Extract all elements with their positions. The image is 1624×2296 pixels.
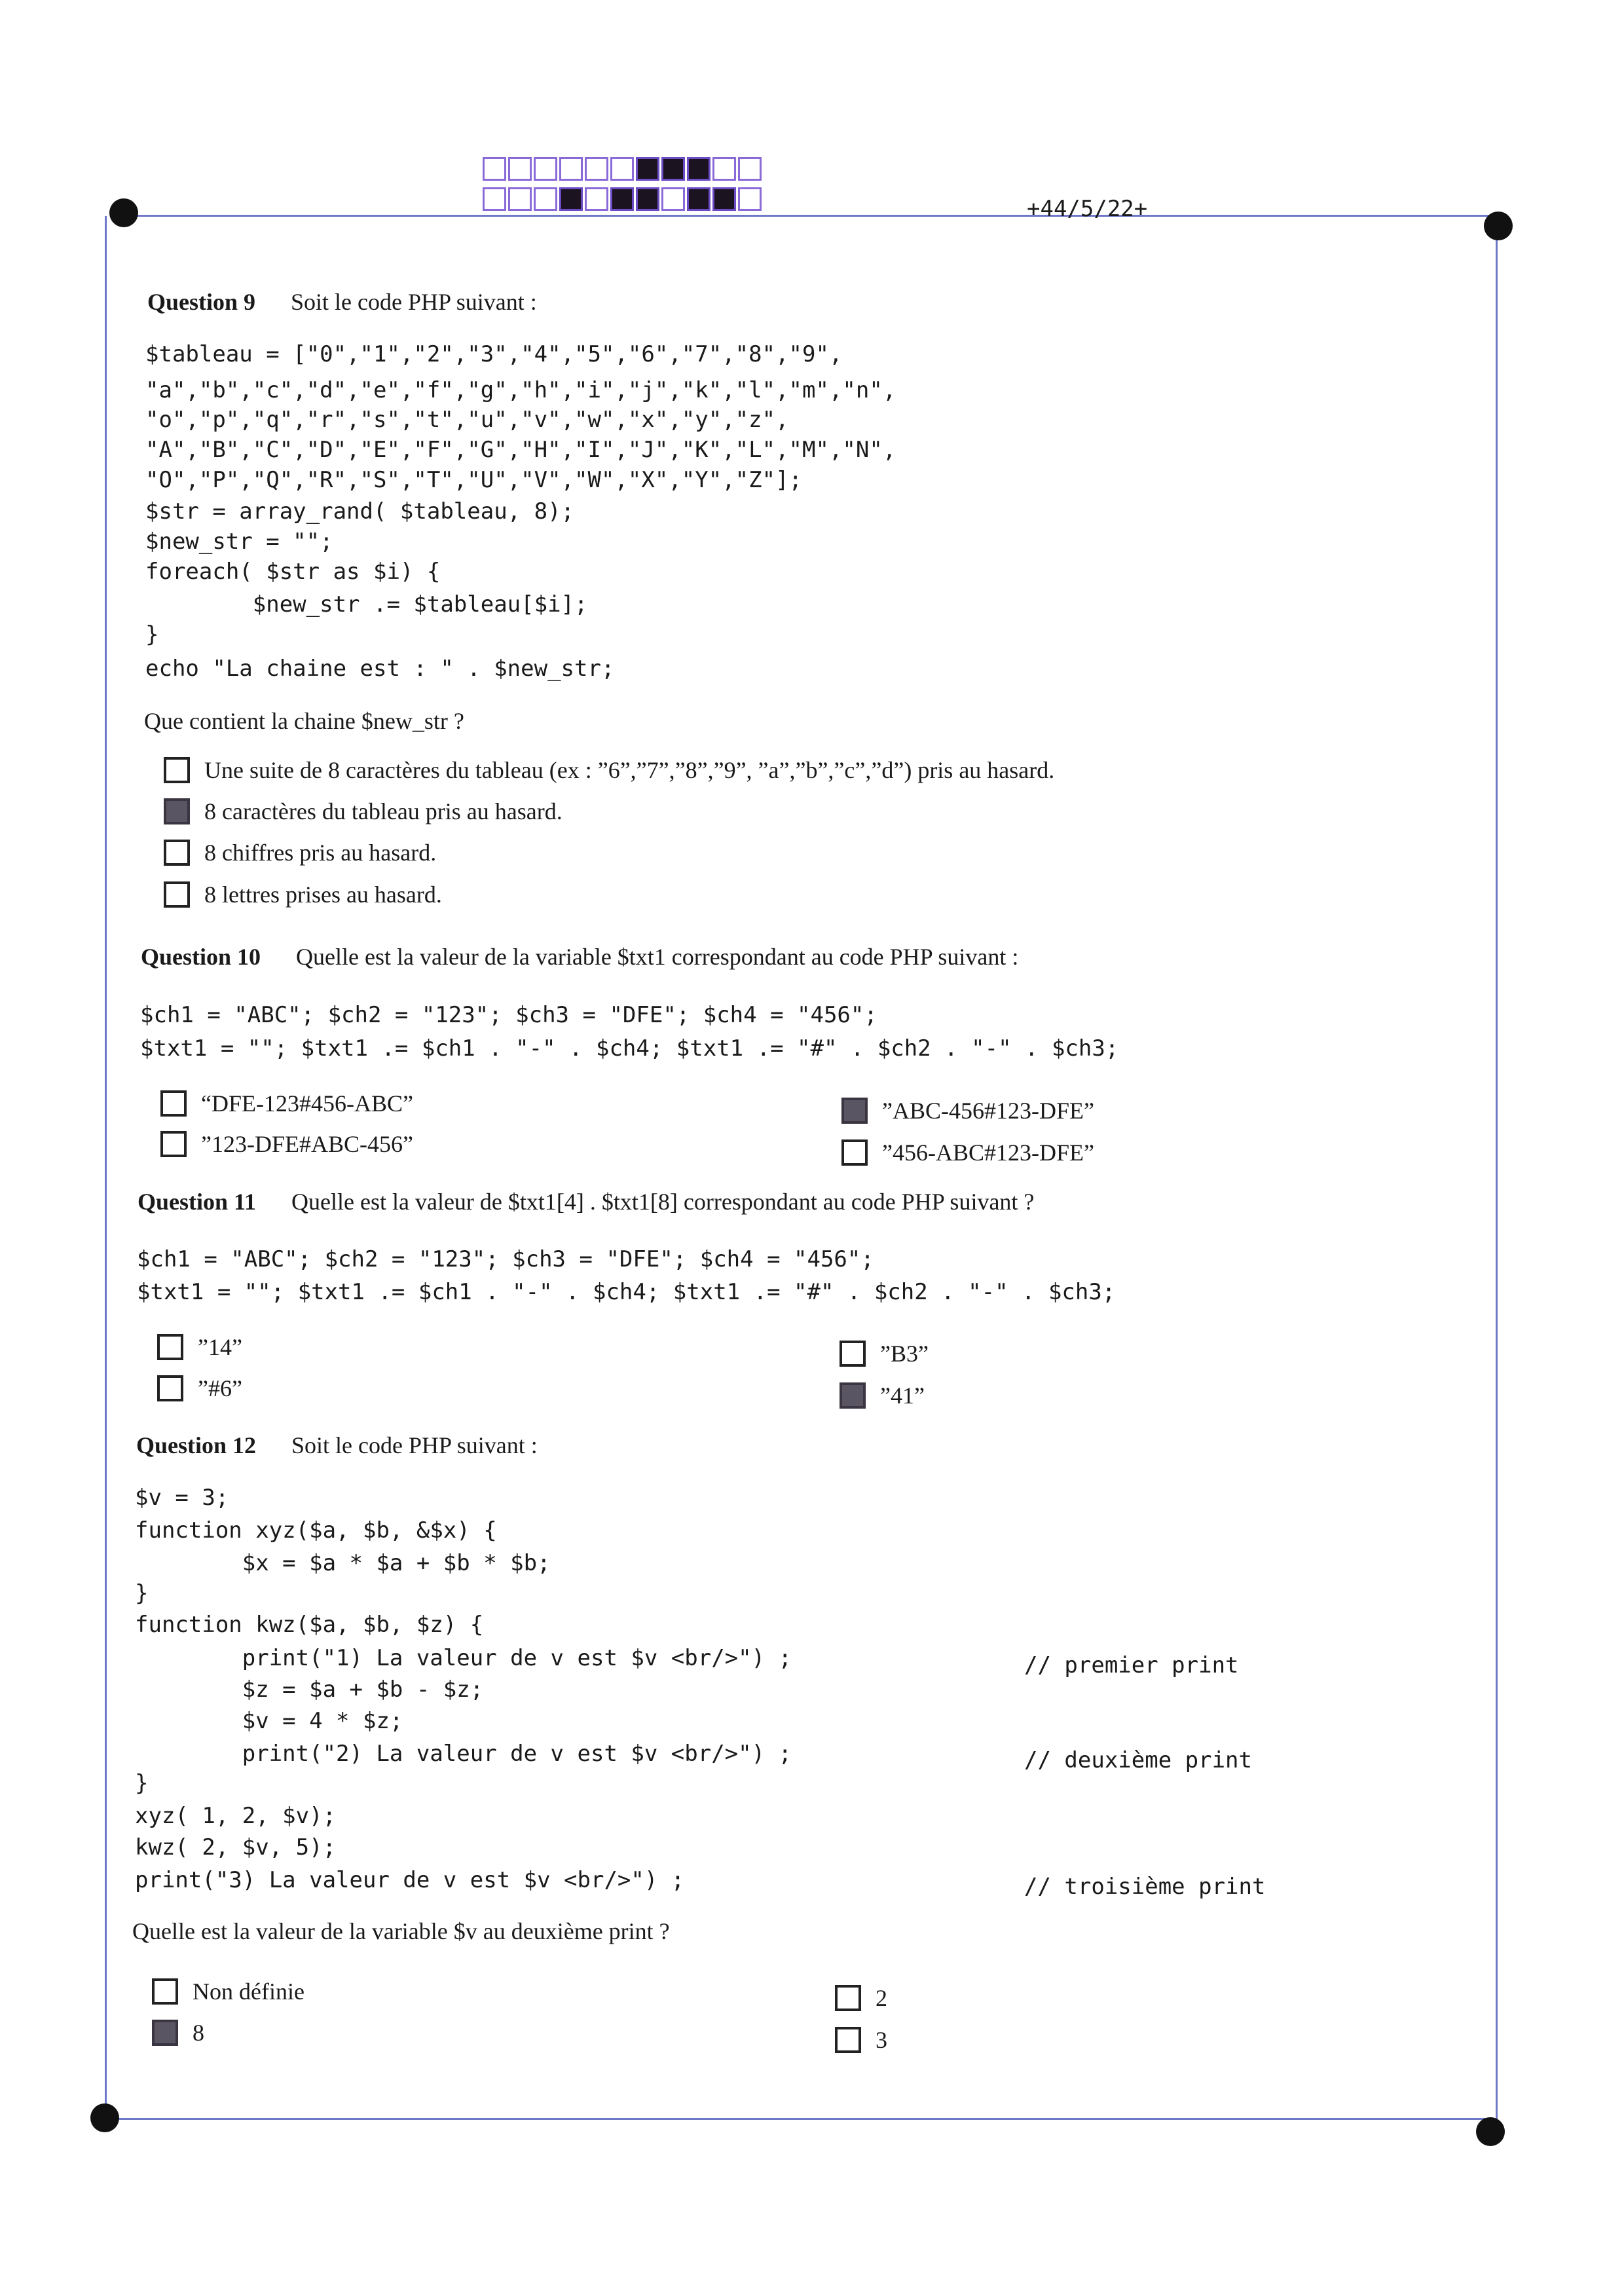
id-mark-filled [636, 157, 659, 181]
code-comment-second: // deuxième print [1024, 1747, 1252, 1773]
q11-option-1[interactable] [157, 1333, 242, 1361]
code-line: $txt1 = ""; $txt1 .= $ch1 . "-" . $ch4; $txt1 .= "#" . $ch2 . "-" . $ch3; [137, 1279, 1116, 1305]
q12-option-2-label: 8 [193, 2020, 204, 2046]
question-9-title [147, 288, 537, 316]
id-mark-filled [687, 157, 710, 181]
code-line: $tableau = ["0","1","2","3","4","5","6","7","8","9", [145, 341, 843, 367]
q9-option-1-label: Une suite de 8 caractères du tableau (ex : ”6”,”7”,”8”,”9”, ”a”,”b”,”c”,”d”) pris au hasard. [204, 757, 1055, 783]
code-line: $new_str = ""; [145, 528, 333, 555]
q11-option-3-checkbox[interactable] [840, 1341, 866, 1367]
id-mark-empty [534, 187, 557, 211]
question-9-label: Question 9 [147, 289, 256, 315]
code-line: xyz( 1, 2, $v); [135, 1803, 337, 1829]
q12-option-4-checkbox[interactable] [835, 2027, 861, 2053]
q11-option-3[interactable] [840, 1340, 929, 1367]
question-12-title [136, 1432, 538, 1459]
q11-option-4-checkbox[interactable] [840, 1382, 866, 1409]
q9-option-2-checkbox[interactable] [164, 798, 190, 824]
q12-option-1[interactable] [152, 1978, 304, 2005]
q9-option-1-checkbox[interactable] [164, 757, 190, 783]
q10-option-2[interactable] [160, 1130, 413, 1158]
q10-option-3-label: ”ABC-456#123-DFE” [882, 1098, 1094, 1124]
question-11-label: Question 11 [138, 1189, 257, 1215]
code-line: foreach( $str as $i) { [145, 559, 441, 585]
id-mark-filled [610, 187, 634, 211]
id-mark-empty [585, 157, 608, 181]
q10-option-1-checkbox[interactable] [160, 1090, 187, 1117]
q12-option-4[interactable] [835, 2026, 887, 2054]
id-mark-empty [483, 157, 506, 181]
code-line: $txt1 = ""; $txt1 .= $ch1 . "-" . $ch4; $txt1 .= "#" . $ch2 . "-" . $ch3; [140, 1035, 1119, 1062]
id-mark-empty [559, 157, 583, 181]
id-mark-row-1 [483, 157, 781, 185]
code-line: print("3) La valeur de v est $v <br/>") ; [135, 1867, 685, 1893]
q12-option-4-label: 3 [876, 2027, 887, 2053]
code-line: $ch1 = "ABC"; $ch2 = "123"; $ch3 = "DFE"; $ch4 = "456"; [137, 1246, 874, 1272]
id-mark-empty [508, 187, 532, 211]
code-line: print("2) La valeur de v est $v <br/>") ; [135, 1741, 792, 1767]
question-10-label: Question 10 [141, 944, 261, 970]
id-mark-filled [712, 187, 736, 211]
q9-option-3-checkbox[interactable] [164, 840, 190, 866]
code-comment-first: // premier print [1024, 1652, 1239, 1678]
id-mark-filled [559, 187, 583, 211]
q12-option-3[interactable] [835, 1984, 887, 2012]
id-mark-row-2 [483, 187, 781, 215]
q11-option-4-label: ”41” [880, 1382, 925, 1409]
code-line: "A","B","C","D","E","F","G","H","I","J","K","L","M","N", [145, 437, 896, 463]
corner-mark-bottom-right [1476, 2117, 1505, 2146]
corner-mark-top-left [109, 198, 138, 227]
q11-option-1-checkbox[interactable] [157, 1334, 183, 1360]
corner-mark-top-right [1484, 212, 1513, 240]
code-line: $new_str .= $tableau[$i]; [145, 591, 588, 618]
code-line: function kwz($a, $b, $z) { [135, 1612, 484, 1638]
q10-option-4-label: ”456-ABC#123-DFE” [882, 1139, 1094, 1166]
page-identifier: +44/5/22+ [1027, 196, 1148, 222]
q9-option-4-label: 8 lettres prises au hasard. [204, 881, 442, 908]
q11-option-2-checkbox[interactable] [157, 1375, 183, 1401]
id-mark-empty [610, 157, 634, 181]
code-line: } [135, 1580, 149, 1606]
code-comment-third: // troisième print [1024, 1874, 1266, 1900]
question-9-text: Soit le code PHP suivant : [291, 289, 537, 315]
code-line: $ch1 = "ABC"; $ch2 = "123"; $ch3 = "DFE"; $ch4 = "456"; [140, 1002, 877, 1028]
id-mark-empty [534, 157, 557, 181]
q10-option-1[interactable] [160, 1090, 413, 1117]
code-line: "a","b","c","d","e","f","g","h","i","j","k","l","m","n", [145, 377, 896, 403]
id-mark-empty [585, 187, 608, 211]
q9-option-3-label: 8 chiffres pris au hasard. [204, 840, 437, 866]
code-line: $v = 4 * $z; [135, 1708, 403, 1734]
question-12-text: Soit le code PHP suivant : [291, 1432, 538, 1458]
q9-option-2-label: 8 caractères du tableau pris au hasard. [204, 798, 563, 824]
id-mark-filled [636, 187, 659, 211]
q10-option-2-label: ”123-DFE#ABC-456” [201, 1131, 413, 1157]
q11-option-4[interactable] [840, 1382, 925, 1409]
q10-option-3-checkbox[interactable] [841, 1098, 868, 1124]
q12-option-3-label: 2 [876, 1985, 887, 2011]
q11-option-2[interactable] [157, 1375, 242, 1402]
question-10-text: Quelle est la valeur de la variable $txt1 correspondant au code PHP suivant : [296, 944, 1019, 970]
question-9-prompt: Que contient la chaine $new_str ? [144, 708, 464, 734]
q9-option-2[interactable] [164, 798, 563, 825]
id-mark-filled [661, 157, 685, 181]
id-mark-empty [508, 157, 532, 181]
q12-option-2[interactable] [152, 2019, 204, 2046]
q10-option-1-label: “DFE-123#456-ABC” [201, 1090, 413, 1117]
id-mark-empty [712, 157, 736, 181]
corner-mark-bottom-left [90, 2103, 119, 2132]
q12-option-1-checkbox[interactable] [152, 1978, 178, 2005]
q11-option-1-label: ”14” [198, 1334, 242, 1360]
id-mark-empty [738, 187, 762, 211]
q10-option-4[interactable] [841, 1139, 1094, 1166]
id-mark-empty [661, 187, 685, 211]
q12-option-1-label: Non définie [193, 1978, 304, 2005]
id-mark-empty [738, 157, 762, 181]
q11-option-3-label: ”B3” [880, 1341, 929, 1367]
code-line: } [145, 621, 159, 648]
q12-option-2-checkbox[interactable] [152, 2020, 178, 2046]
code-line: function xyz($a, $b, &$x) { [135, 1517, 497, 1544]
code-line: print("1) La valeur de v est $v <br/>") ; [135, 1645, 792, 1671]
code-line: "O","P","Q","R","S","T","U","V","W","X","Y","Z"]; [145, 467, 803, 493]
q11-option-2-label: ”#6” [198, 1375, 242, 1401]
q9-option-4-checkbox[interactable] [164, 881, 190, 908]
code-line: "o","p","q","r","s","t","u","v","w","x","y","z", [145, 407, 789, 433]
code-line: $str = array_rand( $tableau, 8); [145, 498, 575, 525]
id-mark-empty [483, 187, 506, 211]
q10-option-4-checkbox[interactable] [841, 1139, 868, 1166]
question-12-prompt: Quelle est la valeur de la variable $v au deuxième print ? [132, 1918, 670, 1944]
q9-option-3[interactable] [164, 839, 436, 866]
q12-option-3-checkbox[interactable] [835, 1985, 861, 2011]
question-10-title [141, 943, 1018, 971]
q9-option-1[interactable] [164, 756, 1054, 784]
code-line: kwz( 2, $v, 5); [135, 1834, 337, 1861]
q10-option-2-checkbox[interactable] [160, 1131, 187, 1157]
code-line: $z = $a + $b - $z; [135, 1676, 484, 1703]
question-12-label: Question 12 [136, 1432, 257, 1458]
code-line: echo "La chaine est : " . $new_str; [145, 656, 615, 682]
question-11-title [138, 1188, 1034, 1215]
id-mark-filled [687, 187, 710, 211]
question-11-text: Quelle est la valeur de $txt1[4] . $txt1[8] correspondant au code PHP suivant ? [291, 1189, 1035, 1215]
code-line: $v = 3; [135, 1485, 229, 1511]
code-line: } [135, 1770, 149, 1796]
q9-option-4[interactable] [164, 881, 442, 908]
q10-option-3[interactable] [841, 1097, 1094, 1124]
code-line: $x = $a * $a + $b * $b; [135, 1550, 551, 1576]
